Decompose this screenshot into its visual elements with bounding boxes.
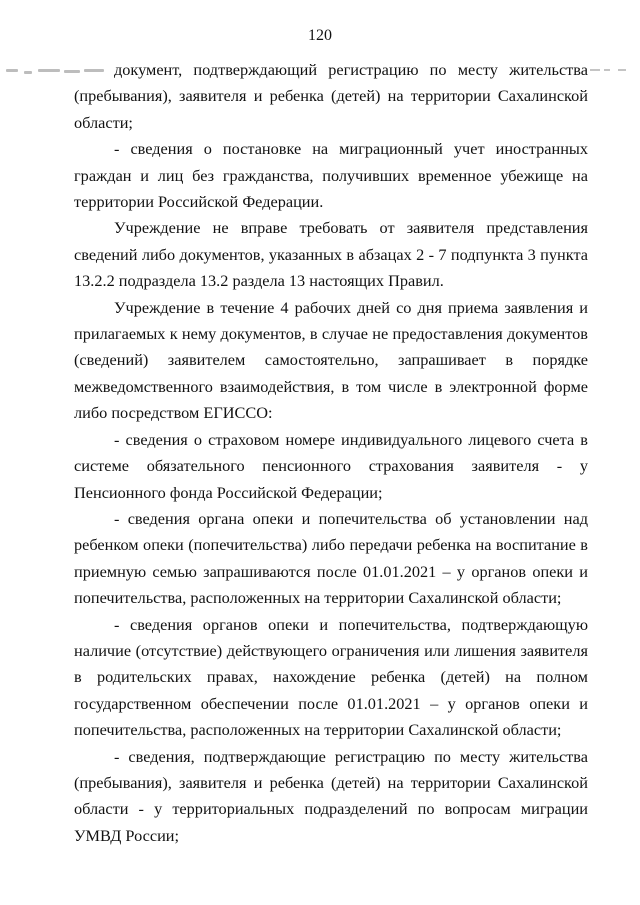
- page-number: 120: [308, 27, 332, 44]
- scan-artifact-right: [588, 68, 628, 74]
- paragraph-residence-registration: - сведения, подтверждающие регистрацию по месту жительства (пребывания), заявителя и ребенка (детей) на территории Сахалинской области - у территориальных подразделений по вопросам миграции УМВД России;: [74, 746, 588, 845]
- paragraph-interagency-request: Учреждение в течение 4 рабочих дней со дня приема заявления и прилагаемых к нему документов, в случае не предоставления документов (сведений) заявителем самостоятельно, запрашивает в порядке межведомственного взаимодействия, в том числе в электронной форме либо посредством ЕГИССО:: [74, 297, 588, 423]
- paragraph-snils: - сведения о страховом номере индивидуального лицевого счета в системе обязательного пенсионного страхования заявителя - у Пенсионного фонда Российской Федерации;: [74, 429, 588, 502]
- paragraph-guardianship: - сведения органа опеки и попечительства об установлении над ребенком опеки (попечительства) либо передачи ребенка на воспитание в приемную семью запрашиваются после 01.01.2021 – у органов опеки и попечительства, расположенных на территории Сахалинской области;: [74, 508, 588, 608]
- paragraph-parental-rights: - сведения органов опеки и попечительства, подтверждающую наличие (отсутствие) действующего ограничения или лишения заявителя в родительских правах, нахождение ребенка (детей) на полном государственном обеспечении после 01.01.2021 – у органов опеки и попечительства, расположенных на территории Сахалинской области;: [74, 614, 588, 740]
- paragraph-registration-document: документ, подтверждающий регистрацию по месту жительства (пребывания), заявителя и ребенка (детей) на территории Сахалинской области;: [74, 60, 588, 132]
- paragraph-no-requirement: Учреждение не вправе требовать от заявителя представления сведений либо документов, указанных в абзацах 2 - 7 подпункта 3 пункта 13.2.2 подраздела 13.2 раздела 13 настоящих Правил.: [74, 218, 588, 291]
- paragraph-migration-record: - сведения о постановке на миграционный учет иностранных граждан и лиц без гражданства, получивших временное убежище на территории Российской Федерации.: [74, 139, 588, 212]
- document-text: [74, 57, 588, 849]
